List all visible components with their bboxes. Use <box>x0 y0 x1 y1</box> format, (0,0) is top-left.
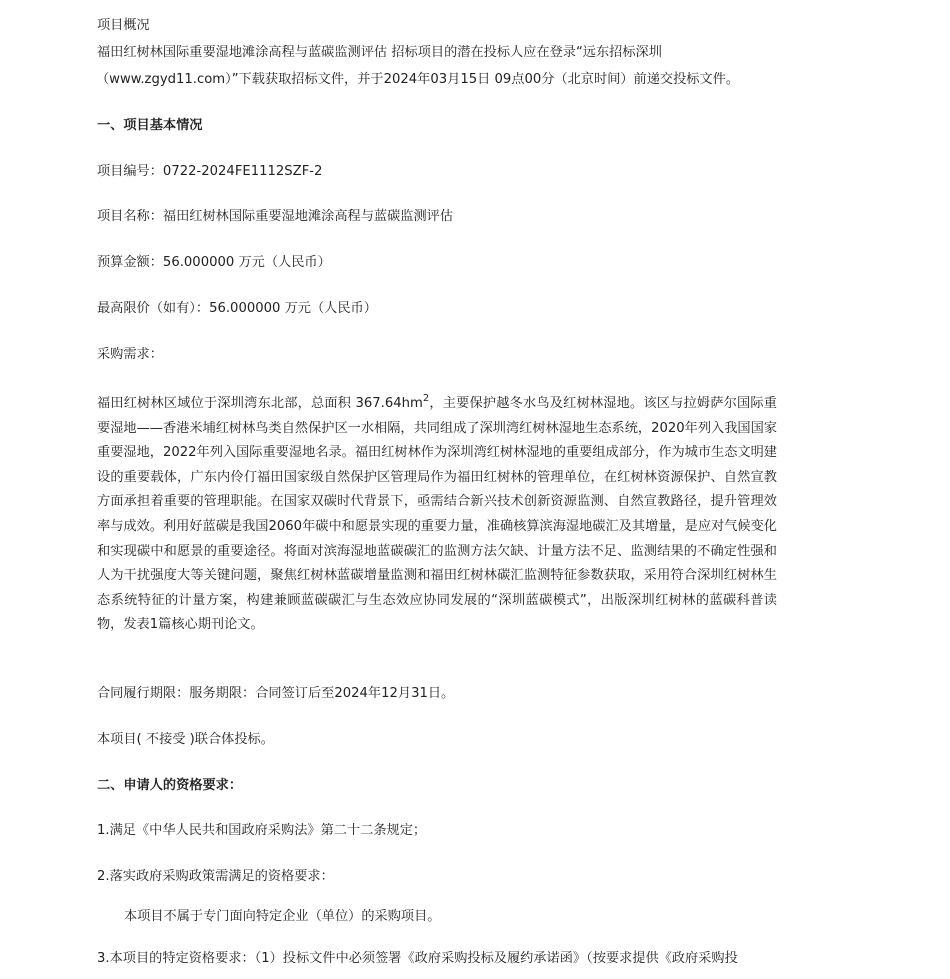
qualification-item-2: 2.落实政府采购政策需满足的资格要求： <box>97 869 334 884</box>
project-name: 项目名称：福田红树林国际重要湿地滩涂高程与蓝碳监测评估 <box>97 209 454 224</box>
section-1-heading: 一、项目基本情况 <box>97 118 203 133</box>
section-2-heading: 二、申请人的资格要求： <box>97 778 243 793</box>
overview-title: 项目概况 <box>97 18 150 33</box>
overview-line-1: 福田红树林国际重要湿地滩涂高程与蓝碳监测评估 招标项目的潜在投标人应在登录“远东招标深圳 <box>97 45 662 60</box>
overview-line-2: （www.zgyd11.com）”下载获取招标文件，并于2024年03月15日 09点00分（北京时间）前递交投标文件。 <box>96 72 740 87</box>
qualification-item-1: 1.满足《中华人民共和国政府采购法》第二十二条规定； <box>97 823 427 838</box>
demand-label: 采购需求： <box>97 347 163 362</box>
demand-text-b: ，主要保护越冬水鸟及红树林湿地。该区与拉姆萨尔国际重要湿地——香港米埔红树林鸟类自然保护区一水相隔，共同组成了深圳湾红树林湿地生态系统，2020年列入我国国家重要湿地，2022年列入国际重要湿地名录。福田红树林作为深圳湾红树林湿地的重要组成部分，作为城市生态文明建设的重要载体，广东内伶仃福田国家级自然保护区管理局作为福田红树林的管理单位，在红树林资源保护、自然宣教方面承担着重要的管理职能。在国家双碳时代背景下，亟需结合新兴技术创新资源监测、自然宣教路径，提升管理效率与成效。利用好蓝碳是我国2060年碳中和愿景实现的重要力量，准确核算滨海湿地碳汇及其增量，是应对气候变化和实现碳中和愿景的重要途径。将面对滨海湿地蓝碳碳汇的监测方法欠缺、计量方法不足、监测结果的不确定性强和人为干扰强度大等关键问题，聚焦红树林蓝碳增量监测和福田红树林碳汇监测特征参数获取，采用符合深圳红树林生态系统特征的计量方案，构建兼顾蓝碳碳汇与生态效应协同发展的“深圳蓝碳模式”，出版深圳红树林的蓝碳科普读物，发表1篇核心期刊论文。 <box>97 396 777 633</box>
consortium-note: 本项目( 不接受 )联合体投标。 <box>97 732 274 747</box>
contract-period: 合同履行期限：服务期限：合同签订后至2024年12月31日。 <box>97 686 455 701</box>
demand-text-a: 福田红树林区域位于深圳湾东北部，总面积 367.64hm <box>97 396 423 411</box>
max-price: 最高限价（如有）：56.000000 万元（人民币） <box>97 301 377 316</box>
project-number: 项目编号：0722-2024FE1112SZF-2 <box>97 164 323 179</box>
qualification-item-2-detail: 本项目不属于专门面向特定企业（单位）的采购项目。 <box>124 909 441 924</box>
area-unit-superscript: 2 <box>422 393 430 404</box>
qualification-item-3: 3.本项目的特定资格要求：（1）投标文件中必须签署《政府采购投标及履约承诺函》（按要求提供《政府采购投 <box>97 951 738 966</box>
budget-amount: 预算金额：56.000000 万元（人民币） <box>97 255 331 270</box>
demand-description <box>97 392 777 638</box>
